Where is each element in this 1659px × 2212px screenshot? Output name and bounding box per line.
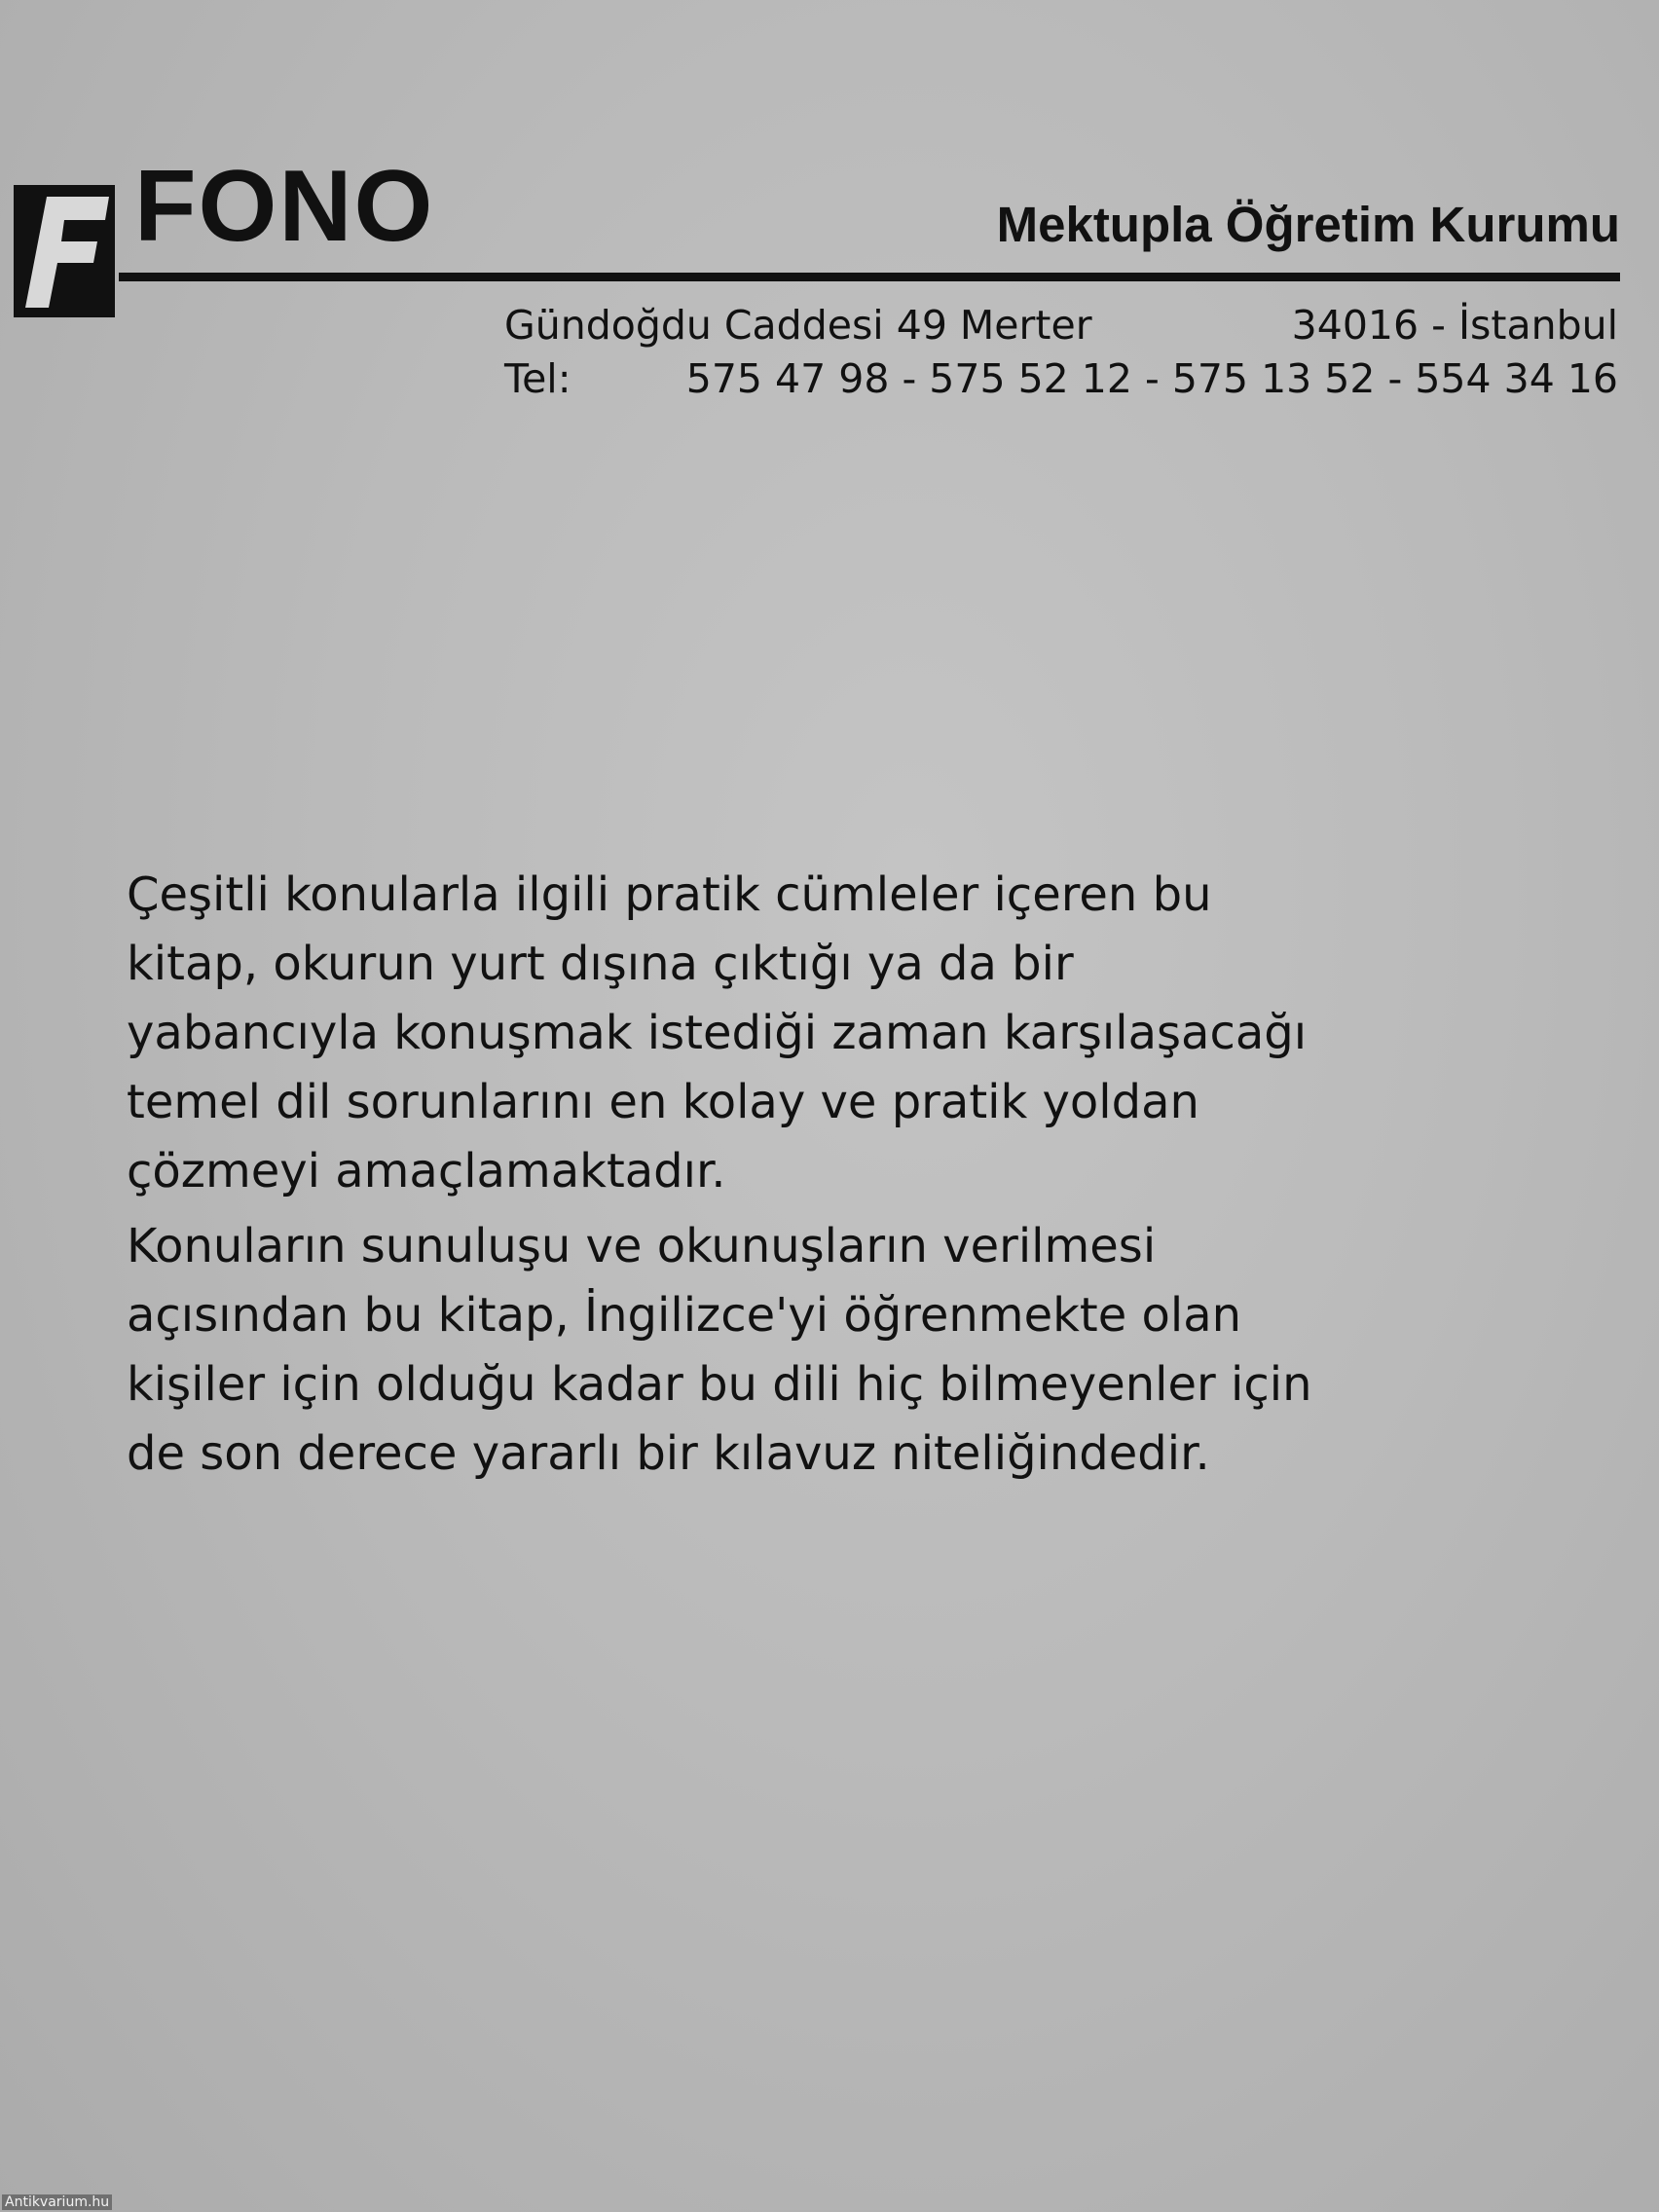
phone-numbers: 575 47 98 - 575 52 12 - 575 13 52 - 554 34 16	[685, 355, 1618, 402]
text-line: yabancıyla konuşmak istediği zaman karşılaşacağı	[127, 1006, 1308, 1060]
text-line: Konuların sunuluşu ve okunuşların verilmesi	[127, 1219, 1157, 1273]
institution-name: Mektupla Öğretim Kurumu	[996, 197, 1620, 252]
text-line: kitap, okurun yurt dışına çıktığı ya da bir	[127, 937, 1074, 991]
address-city: 34016 - İstanbul	[1291, 302, 1618, 349]
text-line: açısından bu kitap, İngilizce'yi öğrenmekte olan	[127, 1288, 1242, 1343]
text-line: de son derece yararlı bir kılavuz niteliğindedir.	[127, 1426, 1210, 1481]
logo-wordmark: FONO	[134, 150, 435, 263]
text-line: temel dil sorunlarını en kolay ve pratik yoldan	[127, 1075, 1199, 1129]
phone-label: Tel:	[504, 355, 571, 402]
phone-line	[504, 355, 1618, 402]
paragraph	[127, 861, 1490, 1206]
address-line	[504, 302, 1618, 349]
text-line: çözmeyi amaçlamaktadır.	[127, 1144, 726, 1198]
header-rule	[119, 273, 1620, 281]
watermark: Antikvarium.hu	[2, 2194, 112, 2210]
paragraph	[127, 1212, 1490, 1489]
description-text	[127, 861, 1490, 1494]
text-line: Çeşitli konularla ilgili pratik cümleler içeren bu	[127, 867, 1212, 922]
fono-logo-mark	[14, 185, 115, 317]
address-street: Gündoğdu Caddesi 49 Merter	[504, 302, 1092, 349]
text-line: kişiler için olduğu kadar bu dili hiç bilmeyenler için	[127, 1357, 1312, 1412]
